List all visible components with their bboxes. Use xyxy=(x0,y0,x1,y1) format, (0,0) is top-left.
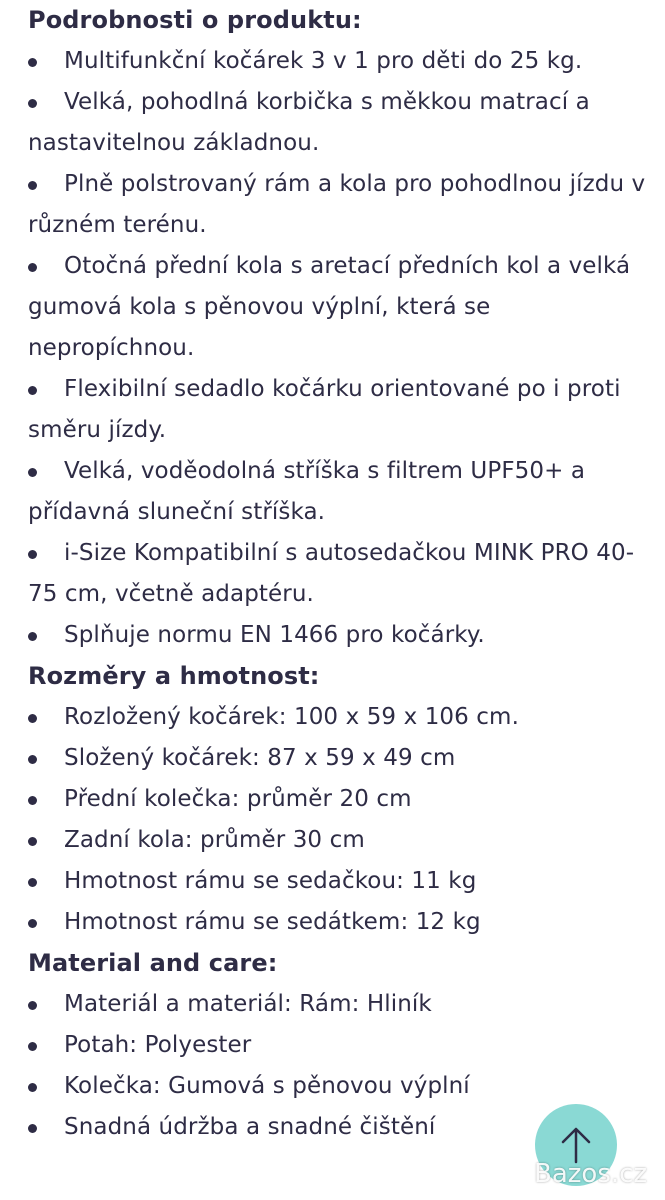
list-item: Složený kočárek: 87 x 59 x 49 cm xyxy=(28,738,653,779)
product-details-list xyxy=(28,41,653,656)
bullet-icon xyxy=(28,1001,37,1010)
list-item: Velká, voděodolná stříška s filtrem UPF50+ a přídavná sluneční stříška. xyxy=(28,458,586,525)
list-item: Zadní kola: průměr 30 cm xyxy=(28,820,653,861)
section-heading-material-care: Material and care: xyxy=(28,949,278,977)
list-item: Hmotnost rámu se sedátkem: 12 kg xyxy=(28,902,653,943)
bullet-icon xyxy=(28,919,37,928)
section-heading-dimensions: Rozměry a hmotnost: xyxy=(28,662,320,690)
bullet-icon xyxy=(28,1083,37,1092)
bullet-icon xyxy=(28,796,37,805)
list-item: Flexibilní sedadlo kočárku orientované po i proti směru jízdy. xyxy=(28,376,621,443)
bullet-icon xyxy=(28,181,37,190)
list-item: Snadná údržba a snadné čištění xyxy=(28,1107,653,1148)
bazos-watermark xyxy=(488,1152,663,1196)
watermark-text: Bazos.cz xyxy=(534,1159,648,1189)
list-item: Materiál a materiál: Rám: Hliník xyxy=(28,984,653,1025)
list-item: Přední kolečka: průměr 20 cm xyxy=(28,779,653,820)
list-item: Velká, pohodlná korbička s měkkou matrací a nastavitelnou základnou. xyxy=(28,89,590,156)
section-heading-product-details: Podrobnosti o produktu: xyxy=(28,6,362,34)
bullet-icon xyxy=(28,878,37,887)
list-item: i-Size Kompatibilní s autosedačkou MINK PRO 40-75 cm, včetně adaptéru. xyxy=(28,540,635,607)
bullet-icon xyxy=(28,1124,37,1133)
product-description xyxy=(28,0,653,1148)
list-item: Potah: Polyester xyxy=(28,1025,653,1066)
list-item: Kolečka: Gumová s pěnovou výplní xyxy=(28,1066,653,1107)
bazos-logo-icon xyxy=(488,1154,528,1194)
list-item: Rozložený kočárek: 100 x 59 x 106 cm. xyxy=(28,697,653,738)
list-item: Otočná přední kola s aretací předních kol a velká gumová kola s pěnovou výplní, která se nepropíchnou. xyxy=(28,253,631,361)
bullet-icon xyxy=(28,837,37,846)
bullet-icon xyxy=(28,550,37,559)
bullet-icon xyxy=(28,755,37,764)
bullet-icon xyxy=(28,714,37,723)
bullet-icon xyxy=(28,632,37,641)
bullet-icon xyxy=(28,58,37,67)
list-item: Plně polstrovaný rám a kola pro pohodlnou jízdu v různém terénu. xyxy=(28,171,646,238)
dimensions-list xyxy=(28,697,653,943)
bullet-icon xyxy=(28,99,37,108)
bullet-icon xyxy=(28,468,37,477)
list-item: Splňuje normu EN 1466 pro kočárky. xyxy=(28,615,653,656)
bullet-icon xyxy=(28,1042,37,1051)
bullet-icon xyxy=(28,386,37,395)
bullet-icon xyxy=(28,263,37,272)
list-item: Multifunkční kočárek 3 v 1 pro děti do 25 kg. xyxy=(28,41,653,82)
list-item: Hmotnost rámu se sedačkou: 11 kg xyxy=(28,861,653,902)
